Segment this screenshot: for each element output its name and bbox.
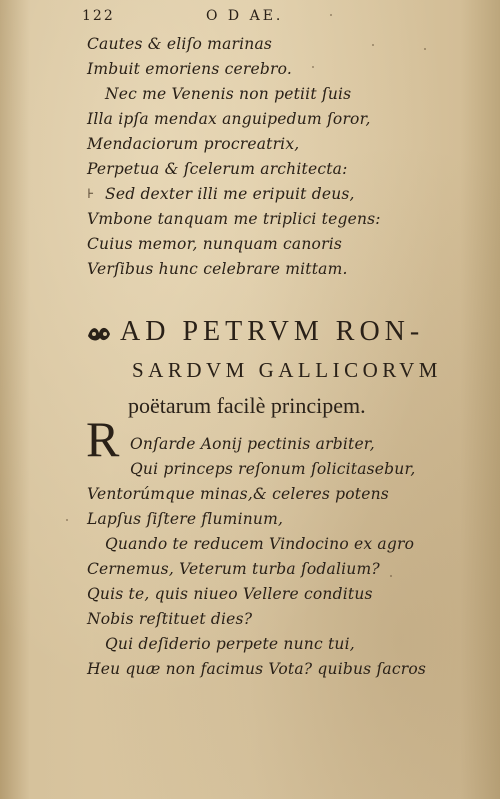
paper-speck (424, 48, 426, 50)
verse-line: Illa ipſa mendax anguipedum ſoror, (87, 110, 371, 128)
page-header (82, 8, 382, 28)
heading-title-line1 (84, 316, 424, 348)
verse-line: Quando te reducem Vindocino ex agro (105, 535, 415, 553)
verse-line: Qui princeps reſonum ſolicitasebur, (130, 460, 416, 478)
margin-marker: ⊦ (87, 187, 95, 202)
verse-line: Heu quæ non facimus Vota? quibus ſacros (87, 660, 427, 678)
verse-line: Perpetua & ſcelerum architecta: (87, 160, 348, 178)
running-title: O D AE. (206, 8, 284, 24)
paper-speck (390, 575, 392, 577)
verse-line: Qui deſiderio perpete nunc tui, (105, 635, 355, 653)
paper-speck (372, 44, 374, 46)
page-number: 122 (82, 8, 115, 24)
verse-line: Lapſus ſiſtere fluminum, (87, 510, 284, 528)
heading-title-line3: poëtarum facilè principem. (128, 393, 366, 418)
heading-line1-text: AD PETRVM RON- (120, 316, 425, 347)
drop-cap: R (86, 411, 120, 467)
verse-line: Verſibus hunc celebrare mittam. (87, 260, 348, 278)
heading-title-line2: SARDVM GALLICORVM (132, 358, 442, 382)
verse-line: Nec me Venenis non petiit ſuis (105, 85, 352, 103)
verse-line: Imbuit emoriens cerebro. (87, 60, 292, 78)
verse-line: Cautes & eliſo marinas (87, 35, 273, 53)
paper-speck (66, 519, 68, 521)
verse-line: Ventorúmque minas,& celeres potens (87, 485, 389, 503)
verse-line: Vmbone tanquam me triplici tegens: (87, 210, 381, 228)
verse-line: Sed dexter illi me eripuit deus, (105, 185, 355, 203)
verse-line: Cernemus, Veterum turba ſodalium? (87, 560, 380, 578)
paper-speck (312, 66, 314, 68)
verse-line: Quis te, quis niueo Vellere conditus (87, 585, 373, 603)
verse-line: Mendaciorum procreatrix, (87, 135, 300, 153)
paper-speck (330, 14, 332, 16)
verse-line: Onſarde Aonij pectinis arbiter, (130, 435, 375, 453)
verse-line: Nobis reſtituet dies? (87, 610, 253, 628)
verse-line: Cuius memor, nunquam canoris (87, 235, 343, 253)
